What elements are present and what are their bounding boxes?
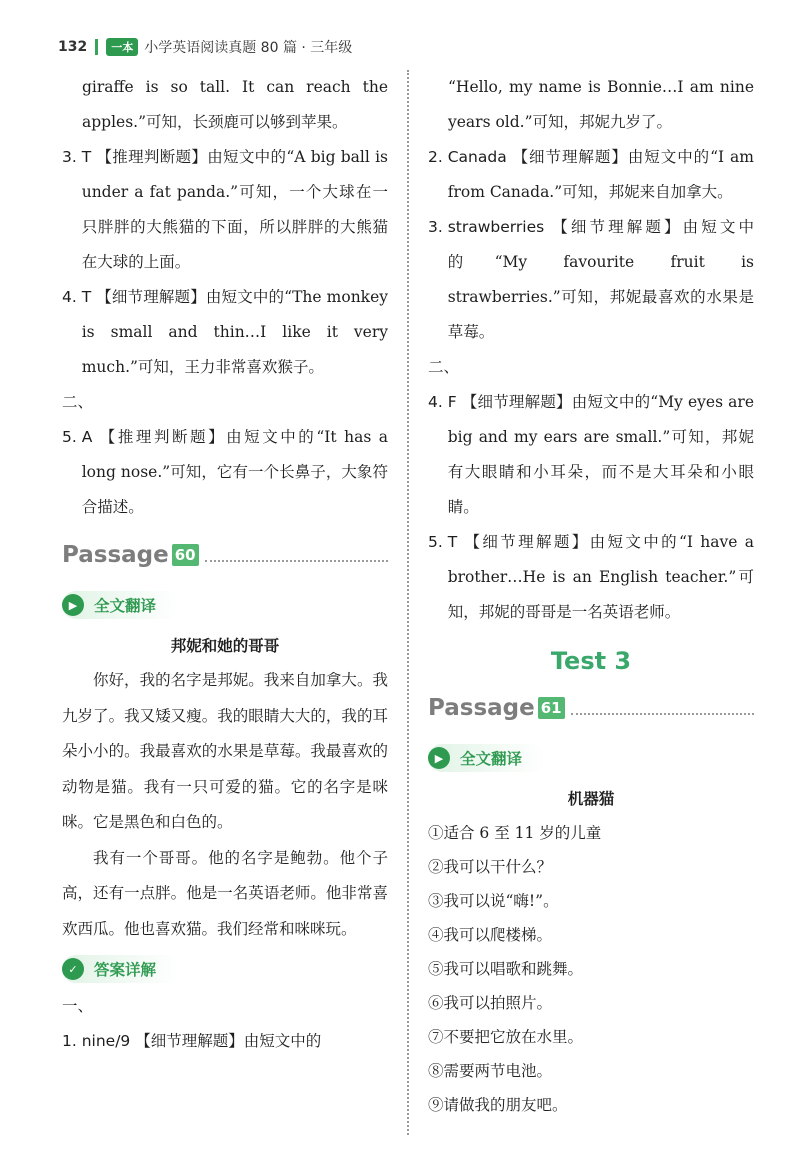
answer-item: [62, 420, 388, 525]
play-circle-icon: ▶: [428, 747, 450, 769]
page-header: [58, 34, 352, 60]
answer-list: [428, 140, 754, 350]
brand-logo: 一本: [106, 38, 138, 56]
explanation-text: 【细节理解题】由短文中的“The monkey is small and thin…I like it very much.”可知，王力非常喜欢猴子。: [81, 288, 388, 376]
explanation-text: 【推理判断题】由短文中的“A big ball is under a fat panda.”可知，一个大球在一只胖胖的大熊猫的下面，所以胖胖的大熊猫在大球的上面。: [81, 148, 388, 271]
answer-key: A: [81, 428, 93, 446]
item-number: 5.: [62, 428, 82, 446]
section-heading: 二、: [428, 358, 460, 376]
passage-label: Passage: [428, 695, 535, 721]
explanation-text: 【细节理解题】由短文中的“I have a brother…He is an English teacher.”可知，邦妮的哥哥是一名英语老师。: [447, 533, 754, 621]
header-divider: [95, 39, 98, 55]
continued-text: “Hello, my name is Bonnie…I am nine years old.”可知，邦妮九岁了。: [448, 78, 754, 131]
column-divider: [407, 70, 409, 1135]
dotted-rule: [571, 713, 754, 715]
answer-item: [62, 140, 388, 280]
answer-list: [62, 140, 388, 385]
play-circle-icon: ▶: [62, 594, 84, 616]
dotted-rule: [205, 560, 388, 562]
item-number: 4.: [428, 393, 448, 411]
translation-line: ⑥我可以拍照片。: [428, 994, 553, 1012]
item-number: 3.: [428, 218, 448, 236]
translation-line: ⑨请做我的朋友吧。: [428, 1096, 568, 1114]
translation-line: ⑤我可以唱歌和跳舞。: [428, 960, 584, 978]
answer-key: Canada: [447, 148, 507, 166]
item-body: [82, 1024, 388, 1059]
passage-number: 61: [538, 697, 565, 719]
passage-label: Passage: [62, 542, 169, 568]
answer-key: T: [81, 288, 92, 306]
explanation-text: 【细节理解题】由短文中的: [130, 1032, 322, 1050]
badge-label: 答案详解: [94, 961, 157, 979]
badge-label: 全文翻译: [94, 597, 157, 615]
answer-item: [62, 1024, 388, 1059]
item-body: [82, 140, 388, 280]
translation-title: 邦妮和她的哥哥: [170, 637, 280, 655]
answer-item: [62, 280, 388, 385]
translation-badge: [428, 744, 546, 772]
item-body: [448, 525, 754, 630]
answer-key: F: [447, 393, 457, 411]
item-number: 2.: [428, 148, 448, 166]
item-number: 5.: [428, 533, 448, 551]
passage-number: 60: [172, 544, 199, 566]
item-body: [448, 385, 754, 525]
right-column: [428, 70, 754, 1122]
translation-line: ⑧需要两节电池。: [428, 1062, 553, 1080]
section-heading: 一、: [62, 997, 94, 1015]
answer-key: nine/9: [81, 1032, 131, 1050]
answer-key: T: [447, 533, 458, 551]
translation-badge: [62, 591, 180, 619]
answer-item: [428, 525, 754, 630]
explanation-text: 【推理判断题】由短文中的“It has a long nose.”可知，它有一个长鼻子，大象符合描述。: [81, 428, 388, 516]
explanation-text: 【细节理解题】由短文中的“My favourite fruit is strawberries.”可知，邦妮最喜欢的水果是草莓。: [447, 218, 754, 341]
continued-text: giraffe is so tall. It can reach the apples.”可知，长颈鹿可以够到苹果。: [82, 78, 388, 131]
item-body: [448, 210, 754, 350]
test-title: Test 3: [550, 647, 632, 675]
page-number: 132: [58, 39, 88, 55]
item-number: 3.: [62, 148, 82, 166]
answer-list: [62, 1024, 388, 1059]
book-title: 小学英语阅读真题 80 篇 · 三年级: [144, 40, 353, 56]
item-number: 4.: [62, 288, 82, 306]
translation-line: ③我可以说“嗨!”。: [428, 892, 559, 910]
translation-list: [428, 816, 754, 1122]
answer-item: [428, 385, 754, 525]
translation-title: 机器猫: [567, 790, 615, 808]
item-body: [82, 280, 388, 385]
answer-list: [62, 420, 388, 525]
translation-line: ④我可以爬楼梯。: [428, 926, 553, 944]
answer-badge: [62, 955, 180, 983]
answer-item: [428, 210, 754, 350]
translation-paragraph: 你好，我的名字是邦妮。我来自加拿大。我九岁了。我又矮又瘦。我的眼睛大大的，我的耳朵小小的。我最喜欢的水果是草莓。我最喜欢的动物是猫。我有一只可爱的猫。它的名字是咪咪。它是黑色和白色的。: [62, 671, 388, 831]
answer-key: strawberries: [447, 218, 545, 236]
answer-circle-icon: ✓: [62, 958, 84, 980]
translation-line: ①适合 6 至 11 岁的儿童: [428, 824, 602, 842]
passage-heading: [428, 690, 754, 726]
explanation-text: 【细节理解题】由短文中的“I am from Canada.”可知，邦妮来自加拿大。: [447, 148, 754, 201]
answer-key: T: [81, 148, 92, 166]
answer-item: [428, 140, 754, 210]
translation-paragraph: 我有一个哥哥。他的名字是鲍勃。他个子高，还有一点胖。他是一名英语老师。他非常喜欢西瓜。他也喜欢猫。我们经常和咪咪玩。: [62, 848, 388, 938]
item-number: 1.: [62, 1032, 82, 1050]
translation-line: ②我可以干什么？: [428, 858, 553, 876]
answer-list: [428, 385, 754, 630]
translation-line: ⑦不要把它放在水里。: [428, 1028, 584, 1046]
badge-label: 全文翻译: [460, 750, 523, 768]
item-body: [448, 140, 754, 210]
explanation-text: 【细节理解题】由短文中的“My eyes are big and my ears are small.”可知，邦妮有大眼睛和小耳朵，而不是大耳朵和小眼睛。: [447, 393, 754, 516]
passage-heading: [62, 537, 388, 573]
item-body: [82, 420, 388, 525]
section-heading: 二、: [62, 393, 94, 411]
left-column: [62, 70, 388, 1059]
